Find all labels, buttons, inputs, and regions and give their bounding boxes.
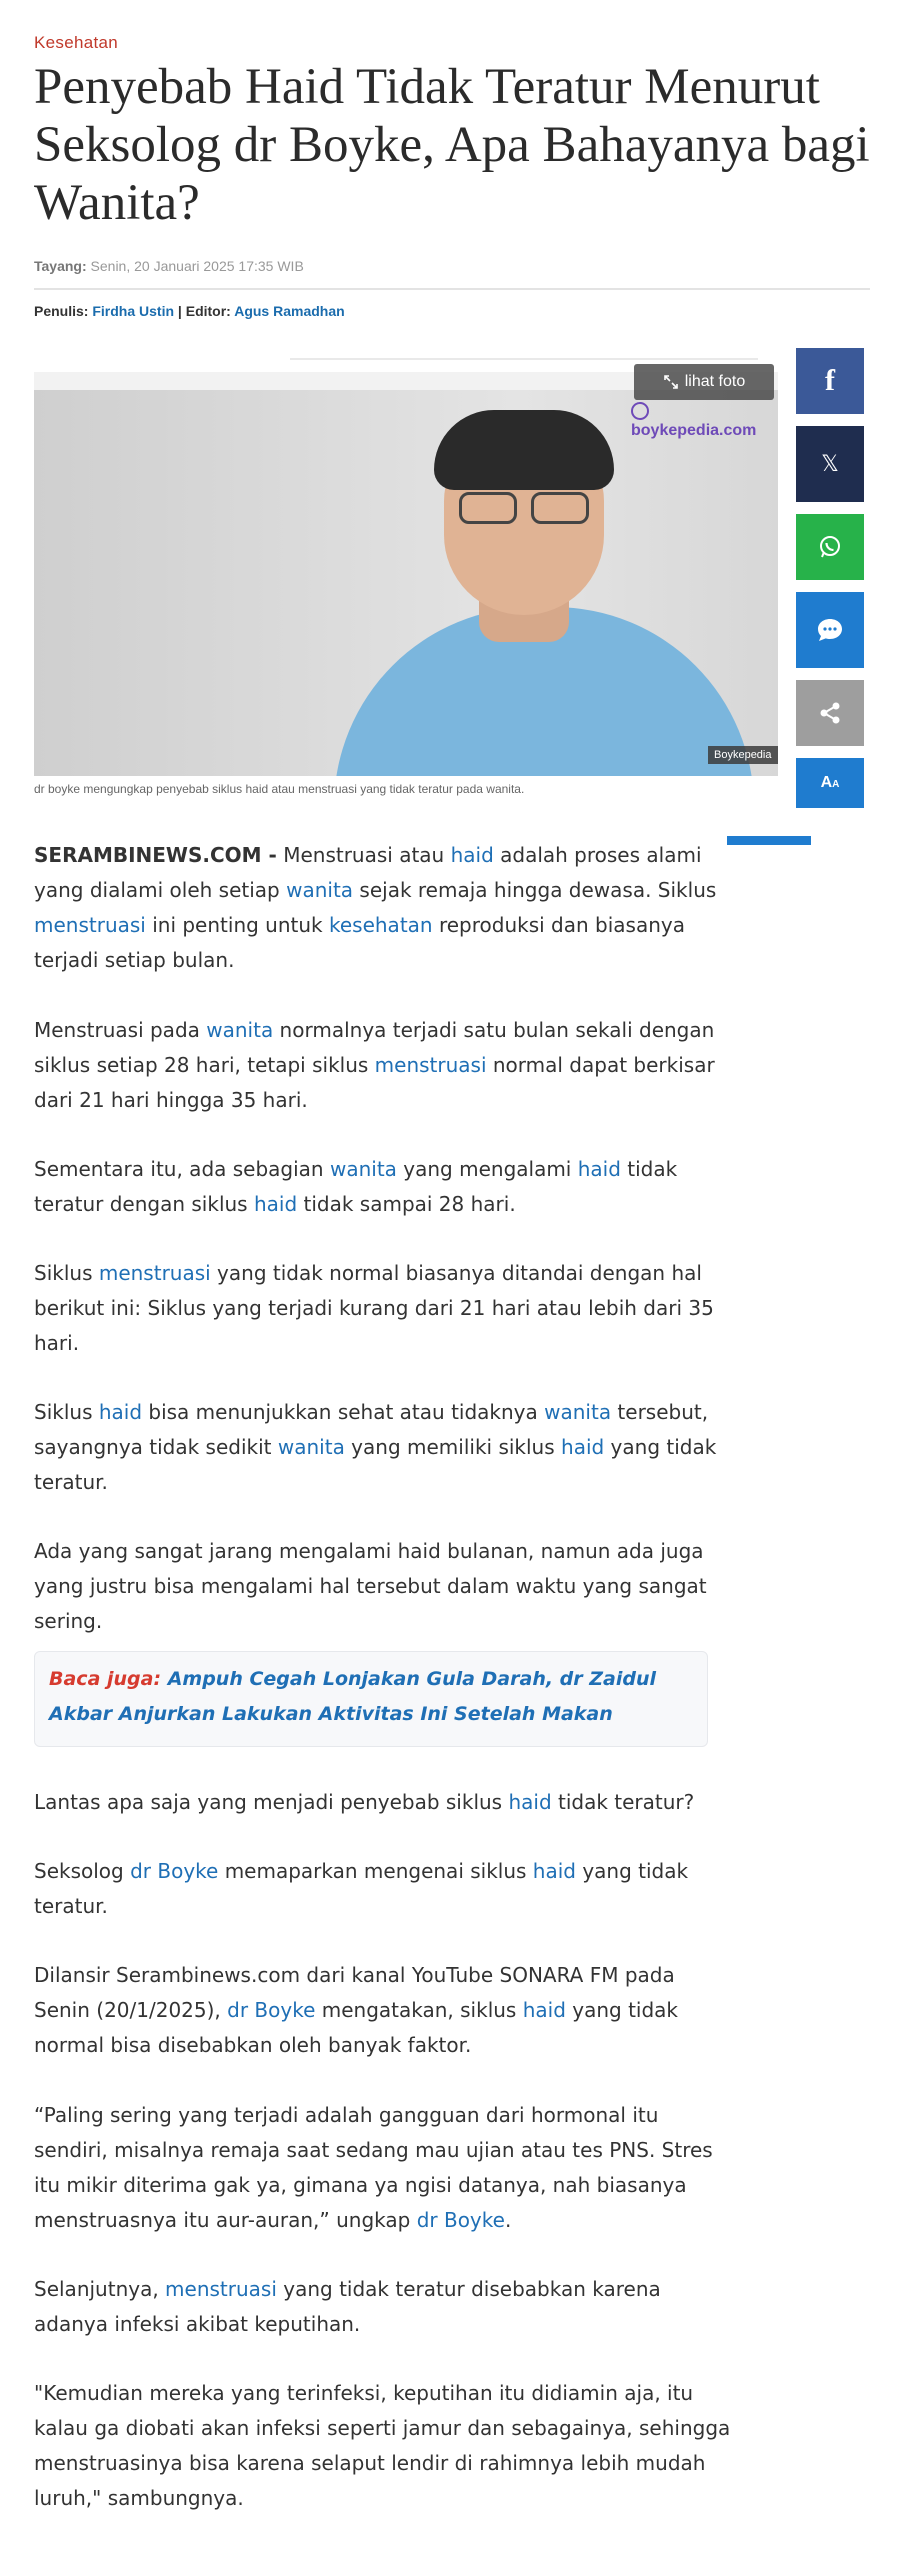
editor-label: Editor: [185, 303, 231, 319]
paragraph-7: Lantas apa saja yang menjadi penyebab siklus haid tidak teratur? [34, 1790, 695, 1814]
font-size-icon: AA [820, 774, 840, 791]
share-button[interactable] [796, 680, 864, 746]
tag-link[interactable]: haid [253, 1192, 298, 1216]
lihat-foto-label: lihat foto [684, 373, 746, 390]
tag-link[interactable]: dr Boyke [227, 1998, 316, 2022]
category-label[interactable]: Kesehatan [34, 33, 118, 52]
tag-link[interactable]: wanita [286, 878, 354, 902]
image-caption: dr boyke mengungkap penyebab siklus haid atau menstruasi yang tidak teratur pada wanita. [34, 782, 525, 796]
paragraph-1: SERAMBINEWS.COM - Menstruasi atau haid adalah proses alami yang dialami oleh setiap wanita sejak remaja hingga dewasa. Siklus menstruasi ini penting untuk kesehatan reproduksi dan biasanya terjadi setiap bulan. [34, 843, 717, 972]
paragraph-11: Selanjutnya, menstruasi yang tidak teratur disebabkan karena adanya infeksi akibat keputihan. [34, 2277, 661, 2336]
byline-separator: | [177, 303, 182, 319]
person-hair [434, 410, 614, 490]
comment-icon [815, 616, 845, 644]
photo-credit: Boykepedia [708, 746, 778, 764]
tag-link[interactable]: haid [532, 1859, 576, 1883]
paragraph-6: Ada yang sangat jarang mengalami haid bulanan, namun ada juga yang justru bisa mengalami hal tersebut dalam waktu yang sangat sering. [34, 1539, 707, 1633]
tag-link[interactable]: wanita [277, 1435, 345, 1459]
tag-link[interactable]: dr Boyke [130, 1859, 219, 1883]
tag-link[interactable]: dr Boyke [416, 2208, 505, 2232]
lihat-foto-button[interactable] [634, 364, 774, 400]
share-icon [817, 700, 843, 726]
divider [290, 358, 758, 360]
baca-juga-link[interactable]: Ampuh Cegah Lonjakan Gula Darah, dr Zaidul Akbar Anjurkan Lakukan Aktivitas Ini Setelah Makan [49, 1668, 657, 1725]
paragraph-4: Siklus menstruasi yang tidak normal biasanya ditandai dengan hal berikut ini: Siklus yang terjadi kurang dari 21 hari atau lebih dari 35 hari. [34, 1261, 714, 1355]
baca-juga-box[interactable] [34, 1651, 708, 1747]
paragraph-3: Sementara itu, ada sebagian wanita yang mengalami haid tidak teratur dengan siklus haid tidak sampai 28 hari. [34, 1157, 678, 1216]
share-facebook-button[interactable] [796, 348, 864, 414]
whatsapp-icon [817, 534, 843, 560]
tag-link[interactable]: haid [450, 843, 494, 867]
image-watermark: boykepedia.com [631, 402, 778, 440]
byline [34, 303, 345, 319]
tag-link[interactable]: wanita [544, 1400, 612, 1424]
tag-link[interactable]: haid [577, 1157, 621, 1181]
writer-label: Penulis: [34, 303, 89, 319]
editor-link[interactable]: Agus Ramadhan [234, 303, 345, 319]
font-size-button[interactable] [796, 758, 864, 808]
tag-link[interactable]: menstruasi [98, 1261, 211, 1285]
tag-link[interactable]: wanita [206, 1018, 274, 1042]
x-icon: 𝕏 [821, 451, 839, 477]
tag-link[interactable]: haid [508, 1790, 552, 1814]
share-bar-underline [727, 836, 811, 845]
baca-juga-label: Baca juga: [49, 1668, 162, 1690]
writer-link[interactable]: Firdha Ustin [92, 303, 175, 319]
share-x-button[interactable] [796, 426, 864, 502]
glasses [459, 492, 589, 520]
tag-link[interactable]: kesehatan [328, 913, 433, 937]
paragraph-8: Seksolog dr Boyke memaparkan mengenai siklus haid yang tidak teratur. [34, 1859, 689, 1918]
tag-link[interactable]: wanita [329, 1157, 397, 1181]
featured-image[interactable] [34, 372, 778, 776]
boykepedia-logo-icon [631, 402, 649, 420]
tag-link[interactable]: menstruasi [165, 2277, 277, 2301]
share-whatsapp-button[interactable] [796, 514, 864, 580]
paragraph-12: "Kemudian mereka yang terinfeksi, keputihan itu didiamin aja, itu kalau ga diobati akan infeksi seperti jamur dan sebagainya, sehingga menstruasinya bisa karena selaput lendir di rahimnya lebih mudah luruh," sambungnya. [34, 2381, 731, 2510]
comment-button[interactable] [796, 592, 864, 668]
tag-link[interactable]: haid [98, 1400, 143, 1424]
date-label: Tayang: [34, 258, 87, 274]
publish-date [34, 258, 304, 274]
paragraph-10: “Paling sering yang terjadi adalah gangguan dari hormonal itu sendiri, misalnya remaja saat sedang mau ujian atau tes PNS. Stres itu mikir diterima gak ya, gimana ya ngisi datanya, nah biasanya menstruasnya itu aur-auran,” ungkap dr Boyke. [34, 2103, 713, 2232]
expand-icon [663, 374, 679, 390]
facebook-icon: f [825, 364, 835, 397]
paragraph-2: Menstruasi pada wanita normalnya terjadi satu bulan sekali dengan siklus setiap 28 hari, tetapi siklus menstruasi normal dapat berkisar dari 21 hari hingga 35 hari. [34, 1018, 715, 1112]
dateline: SERAMBINEWS.COM - [34, 843, 277, 867]
paragraph-5: Siklus haid bisa menunjukkan sehat atau tidaknya wanita tersebut, sayangnya tidak sedikit wanita yang memiliki siklus haid yang tidak teratur. [34, 1400, 717, 1494]
divider [34, 288, 870, 290]
tag-link[interactable]: haid [561, 1435, 605, 1459]
tag-link[interactable]: menstruasi [34, 913, 146, 937]
article-title: Penyebab Haid Tidak Teratur Menurut Seksolog dr Boyke, Apa Bahayanya bagi Wanita? [34, 59, 870, 231]
tag-link[interactable]: haid [522, 1998, 566, 2022]
tag-link[interactable]: menstruasi [374, 1053, 487, 1077]
paragraph-9: Dilansir Serambinews.com dari kanal YouTube SONARA FM pada Senin (20/1/2025), dr Boyke mengatakan, siklus haid yang tidak normal bisa disebabkan oleh banyak faktor. [34, 1963, 679, 2057]
date-value: Senin, 20 Januari 2025 17:35 WIB [90, 258, 304, 274]
